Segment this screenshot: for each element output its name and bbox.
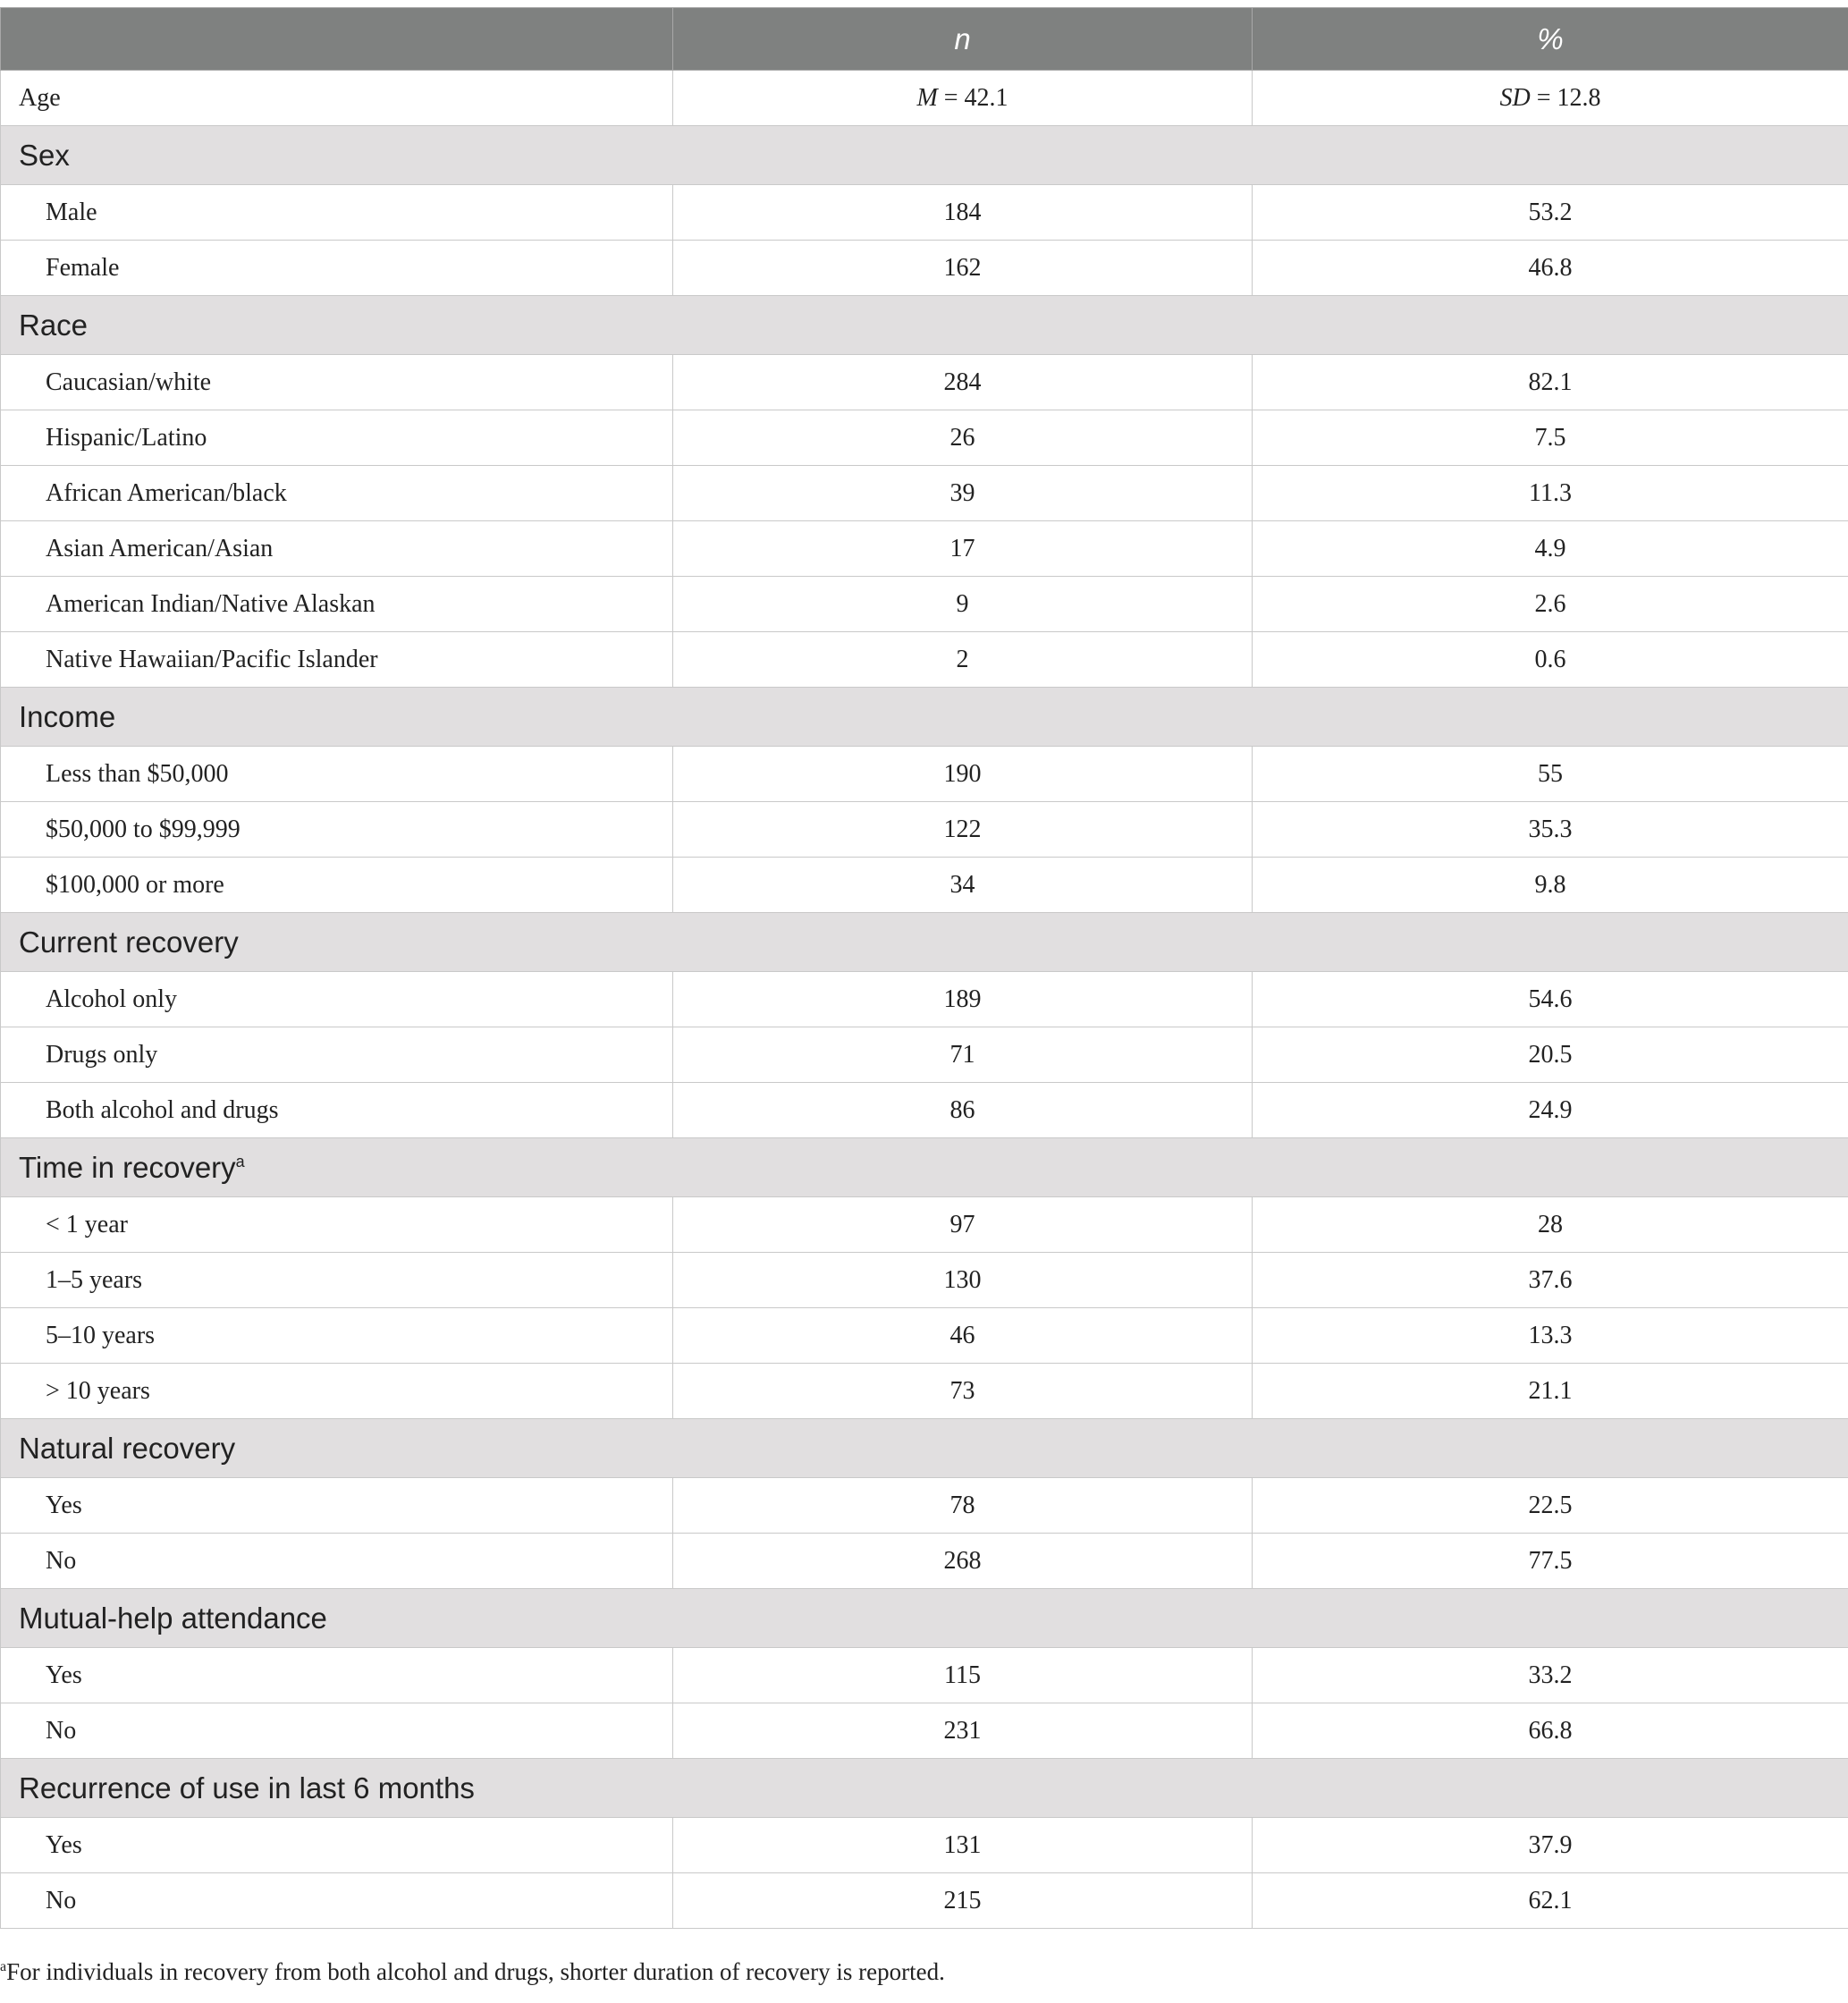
table-row bbox=[1, 1197, 1848, 1253]
row-n: 231 bbox=[673, 1703, 1253, 1759]
row-n: 9 bbox=[673, 577, 1253, 632]
sd-symbol: SD bbox=[1499, 83, 1531, 112]
section-title-text: Recurrence of use in last 6 months bbox=[19, 1771, 475, 1804]
row-n: 26 bbox=[673, 410, 1253, 466]
row-label: No bbox=[1, 1534, 673, 1589]
table-row bbox=[1, 858, 1848, 913]
row-percent: 28 bbox=[1253, 1197, 1848, 1253]
footnote-marker: a bbox=[0, 1959, 7, 1974]
row-percent: 53.2 bbox=[1253, 185, 1848, 241]
table-row bbox=[1, 410, 1848, 466]
row-n: 130 bbox=[673, 1253, 1253, 1308]
section-title bbox=[1, 1419, 1848, 1478]
sd-value: = 12.8 bbox=[1530, 83, 1601, 112]
row-label: 5–10 years bbox=[1, 1308, 673, 1364]
table-row bbox=[1, 577, 1848, 632]
row-n: 86 bbox=[673, 1083, 1253, 1138]
section-header-row bbox=[1, 296, 1848, 355]
table-row bbox=[1, 1027, 1848, 1083]
table-row bbox=[1, 185, 1848, 241]
row-n: 46 bbox=[673, 1308, 1253, 1364]
row-percent: 77.5 bbox=[1253, 1534, 1848, 1589]
table-footnote bbox=[0, 1958, 945, 1986]
row-label: American Indian/Native Alaskan bbox=[1, 577, 673, 632]
row-percent: 82.1 bbox=[1253, 355, 1848, 410]
section-header-row bbox=[1, 913, 1848, 972]
row-percent: 62.1 bbox=[1253, 1873, 1848, 1929]
section-title bbox=[1, 913, 1848, 972]
row-percent: 22.5 bbox=[1253, 1478, 1848, 1534]
row-percent: 37.9 bbox=[1253, 1818, 1848, 1873]
row-label: Alcohol only bbox=[1, 972, 673, 1027]
table-row bbox=[1, 1818, 1848, 1873]
row-label: Hispanic/Latino bbox=[1, 410, 673, 466]
demographics-table-container bbox=[0, 7, 1848, 1929]
row-n: 78 bbox=[673, 1478, 1253, 1534]
mean-symbol: M bbox=[916, 83, 938, 112]
row-percent: 0.6 bbox=[1253, 632, 1848, 688]
table-row bbox=[1, 1478, 1848, 1534]
table-row bbox=[1, 466, 1848, 521]
row-label: Less than $50,000 bbox=[1, 747, 673, 802]
row-percent: 4.9 bbox=[1253, 521, 1848, 577]
row-n: 97 bbox=[673, 1197, 1253, 1253]
row-n: 268 bbox=[673, 1534, 1253, 1589]
row-percent: 55 bbox=[1253, 747, 1848, 802]
row-n: 71 bbox=[673, 1027, 1253, 1083]
row-label: African American/black bbox=[1, 466, 673, 521]
row-n: 284 bbox=[673, 355, 1253, 410]
row-label: Asian American/Asian bbox=[1, 521, 673, 577]
section-title-text: Natural recovery bbox=[19, 1431, 236, 1465]
row-label: No bbox=[1, 1873, 673, 1929]
footnote-text: For individuals in recovery from both alcohol and drugs, shorter duration of recovery is reported. bbox=[6, 1958, 945, 1985]
header-n: n bbox=[673, 8, 1253, 71]
row-n: 162 bbox=[673, 241, 1253, 296]
table-row bbox=[1, 1873, 1848, 1929]
row-percent: 13.3 bbox=[1253, 1308, 1848, 1364]
section-title-text: Race bbox=[19, 308, 89, 342]
section-title-text: Mutual-help attendance bbox=[19, 1601, 327, 1635]
row-n: 189 bbox=[673, 972, 1253, 1027]
table-row bbox=[1, 1308, 1848, 1364]
mean-value: = 42.1 bbox=[937, 83, 1008, 112]
table-row bbox=[1, 1703, 1848, 1759]
row-n: 115 bbox=[673, 1648, 1253, 1703]
row-percent: 35.3 bbox=[1253, 802, 1848, 858]
row-n: 34 bbox=[673, 858, 1253, 913]
table-row bbox=[1, 972, 1848, 1027]
section-title bbox=[1, 126, 1848, 185]
section-header-row bbox=[1, 1759, 1848, 1818]
section-title-text: Current recovery bbox=[19, 925, 239, 959]
section-header-row bbox=[1, 1419, 1848, 1478]
table-row bbox=[1, 1083, 1848, 1138]
row-n: 131 bbox=[673, 1818, 1253, 1873]
row-label: > 10 years bbox=[1, 1364, 673, 1419]
row-label: Both alcohol and drugs bbox=[1, 1083, 673, 1138]
row-percent: 11.3 bbox=[1253, 466, 1848, 521]
demographics-table bbox=[0, 7, 1848, 1929]
table-header-row bbox=[1, 8, 1848, 71]
age-row bbox=[1, 71, 1848, 126]
section-footnote-marker: a bbox=[235, 1152, 245, 1171]
header-percent: % bbox=[1253, 8, 1848, 71]
age-sd bbox=[1253, 71, 1848, 126]
section-title bbox=[1, 296, 1848, 355]
table-row bbox=[1, 241, 1848, 296]
row-n: 190 bbox=[673, 747, 1253, 802]
row-percent: 33.2 bbox=[1253, 1648, 1848, 1703]
section-title bbox=[1, 688, 1848, 747]
row-label: Male bbox=[1, 185, 673, 241]
table-row bbox=[1, 747, 1848, 802]
section-header-row bbox=[1, 688, 1848, 747]
row-percent: 37.6 bbox=[1253, 1253, 1848, 1308]
row-percent: 54.6 bbox=[1253, 972, 1848, 1027]
section-title bbox=[1, 1138, 1848, 1197]
table-row bbox=[1, 632, 1848, 688]
row-percent: 66.8 bbox=[1253, 1703, 1848, 1759]
row-label: $50,000 to $99,999 bbox=[1, 802, 673, 858]
section-header-row bbox=[1, 1138, 1848, 1197]
row-label: Female bbox=[1, 241, 673, 296]
header-variable bbox=[1, 8, 673, 71]
row-percent: 9.8 bbox=[1253, 858, 1848, 913]
table-row bbox=[1, 1534, 1848, 1589]
age-mean bbox=[673, 71, 1253, 126]
row-percent: 21.1 bbox=[1253, 1364, 1848, 1419]
row-label: Native Hawaiian/Pacific Islander bbox=[1, 632, 673, 688]
section-title bbox=[1, 1589, 1848, 1648]
row-label: Yes bbox=[1, 1818, 673, 1873]
row-label: Drugs only bbox=[1, 1027, 673, 1083]
row-label: Yes bbox=[1, 1648, 673, 1703]
section-title-text: Income bbox=[19, 699, 116, 733]
row-n: 215 bbox=[673, 1873, 1253, 1929]
row-percent: 20.5 bbox=[1253, 1027, 1848, 1083]
section-header-row bbox=[1, 126, 1848, 185]
row-label: Caucasian/white bbox=[1, 355, 673, 410]
row-label: $100,000 or more bbox=[1, 858, 673, 913]
row-n: 73 bbox=[673, 1364, 1253, 1419]
section-header-row bbox=[1, 1589, 1848, 1648]
row-percent: 7.5 bbox=[1253, 410, 1848, 466]
row-percent: 24.9 bbox=[1253, 1083, 1848, 1138]
table-row bbox=[1, 521, 1848, 577]
row-n: 184 bbox=[673, 185, 1253, 241]
section-title-text: Time in recovery bbox=[19, 1150, 236, 1184]
row-n: 39 bbox=[673, 466, 1253, 521]
row-n: 122 bbox=[673, 802, 1253, 858]
table-row bbox=[1, 355, 1848, 410]
row-label: Yes bbox=[1, 1478, 673, 1534]
row-percent: 2.6 bbox=[1253, 577, 1848, 632]
section-title bbox=[1, 1759, 1848, 1818]
table-row bbox=[1, 1364, 1848, 1419]
table-row bbox=[1, 802, 1848, 858]
row-label: < 1 year bbox=[1, 1197, 673, 1253]
age-label: Age bbox=[1, 71, 673, 126]
section-title-text: Sex bbox=[19, 138, 70, 172]
row-label: No bbox=[1, 1703, 673, 1759]
row-percent: 46.8 bbox=[1253, 241, 1848, 296]
table-row bbox=[1, 1253, 1848, 1308]
row-n: 2 bbox=[673, 632, 1253, 688]
table-row bbox=[1, 1648, 1848, 1703]
row-label: 1–5 years bbox=[1, 1253, 673, 1308]
row-n: 17 bbox=[673, 521, 1253, 577]
